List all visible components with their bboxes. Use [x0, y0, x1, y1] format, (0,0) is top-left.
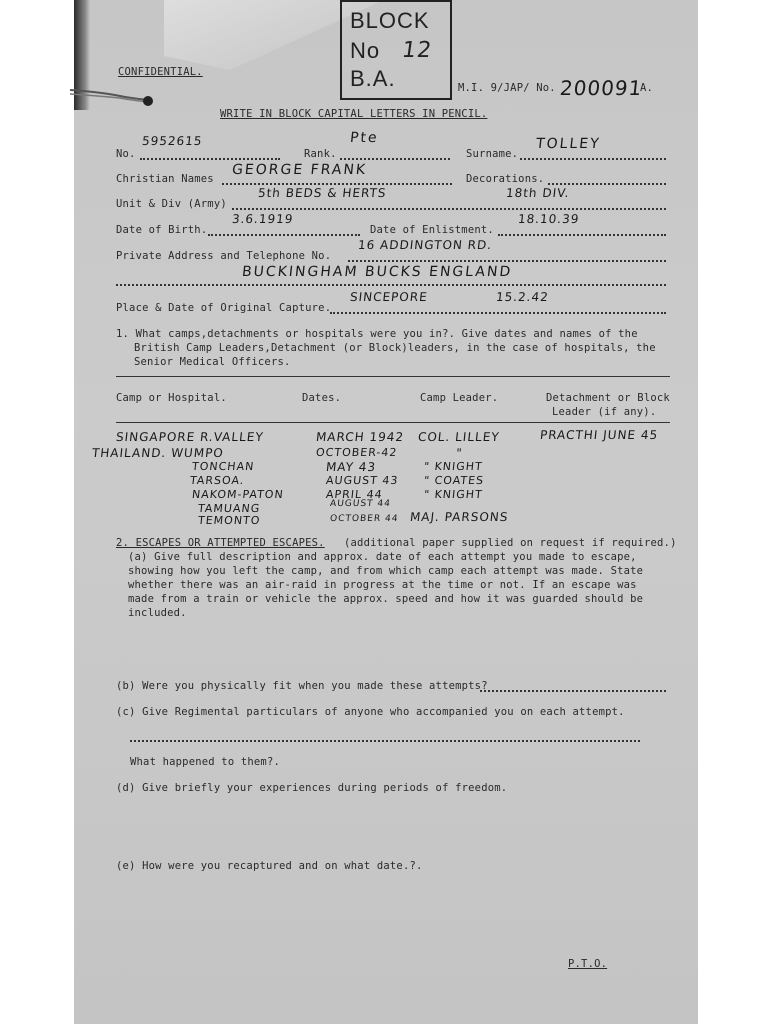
row5-leader: " KNIGHT [423, 488, 484, 501]
instruction-heading: WRITE IN BLOCK CAPITAL LETTERS IN PENCIL. [220, 108, 488, 120]
row1-camp: SINGAPORE R.VALLEY [115, 430, 265, 444]
row7-leader: MAJ. PARSONS [409, 510, 510, 524]
row5-camp: NAKOM-PATON [191, 488, 285, 501]
dob-label: Date of Birth. [116, 224, 208, 236]
dob-dotted-line [208, 234, 360, 236]
row7-camp: TEMONTO [197, 514, 262, 527]
stamp-line-number-prefix: No [350, 38, 381, 63]
capture-label: Place & Date of Original Capture. [116, 302, 332, 314]
col-header-dates: Dates. [302, 392, 342, 404]
mi-reference-suffix: A. [640, 82, 654, 94]
address-line2-value: BUCKINGHAM BUCKS ENGLAND [241, 264, 513, 280]
question2c-dotted-line [130, 740, 640, 742]
question2a-line5: included. [128, 607, 187, 619]
rank-value: Pte [349, 130, 380, 146]
question2a-line1: (a) Give full description and approx. date of each attempt you made to escape, [128, 551, 637, 563]
pto-label: P.T.O. [568, 958, 608, 970]
christian-dotted-line [222, 183, 452, 185]
dob-value: 3.6.1919 [231, 212, 295, 226]
row3-leader: " KNIGHT [423, 460, 484, 473]
address-label: Private Address and Telephone No. [116, 250, 332, 262]
question1-line1: 1. What camps,detachments or hospitals were you in?. Give dates and names of the [116, 328, 638, 340]
christian-names-value: GEORGE FRANK [231, 162, 368, 178]
decorations-label: Decorations. [466, 173, 545, 185]
division-value: 18th DIV. [505, 186, 571, 200]
enlistment-dotted-line [498, 234, 666, 236]
no-value: 5952615 [141, 134, 204, 148]
question2d: (d) Give briefly your experiences during periods of freedom. [116, 782, 508, 794]
decorations-dotted-line [548, 183, 666, 185]
row1-detachment: PRACTHI JUNE 45 [539, 428, 659, 442]
question2b: (b) Were you physically fit when you made these attempts? [116, 680, 488, 692]
question2a-line2: showing how you left the camp, and from which camp each attempt was made. State [128, 565, 644, 577]
col-header-detachment-line1: Detachment or Block [546, 392, 670, 404]
row1-date: MARCH 1942 [315, 430, 405, 444]
string-tie-icon [70, 86, 160, 106]
row2-date: OCTOBER-42 [315, 446, 399, 459]
enlistment-value: 18.10.39 [517, 212, 581, 226]
col-header-camp: Camp or Hospital. [116, 392, 227, 404]
escapes-heading-note: (additional paper supplied on request if required.) [344, 537, 677, 549]
col-header-leader: Camp Leader. [420, 392, 499, 404]
surname-dotted-line [520, 158, 666, 160]
no-label: No. [116, 148, 136, 160]
row7-date: OCTOBER 44 [329, 514, 399, 524]
table-top-rule [116, 376, 670, 377]
stamp-line-block: BLOCK [350, 8, 430, 33]
row4-leader: " COATES [423, 474, 485, 487]
rank-dotted-line [340, 158, 450, 160]
rank-label: Rank. [304, 148, 337, 160]
row4-date: AUGUST 43 [325, 474, 400, 487]
address-dotted-line-1 [348, 260, 666, 262]
capture-dotted-line [330, 312, 666, 314]
question2a-line3: whether there was an air-raid in progress at the time or not. If an escape was [128, 579, 637, 591]
row2-leader: " [455, 446, 464, 460]
stamp-line-number-value: 12 [400, 38, 434, 63]
stamp-line-ba: B.A. [350, 66, 396, 91]
row4-camp: TARSOA. [189, 474, 245, 487]
unit-dotted-line [232, 208, 666, 210]
question2c-followup: What happened to them?. [130, 756, 280, 768]
question2b-dotted-line [480, 690, 666, 692]
capture-place-value: SINCEPORE [349, 290, 429, 304]
row3-camp: TONCHAN [191, 460, 255, 473]
mi-reference-label: M.I. 9/JAP/ No. [458, 82, 556, 94]
question2c: (c) Give Regimental particulars of anyone who accompanied you on each attempt. [116, 706, 625, 718]
unit-value: 5th BEDS & HERTS [257, 186, 388, 200]
capture-date-value: 15.2.42 [495, 290, 550, 304]
row5-date: APRIL 44 [325, 488, 384, 501]
address-line1-value: 16 ADDINGTON RD. [357, 238, 493, 252]
surname-value: TOLLEY [535, 136, 602, 152]
surname-label: Surname. [466, 148, 519, 160]
no-dotted-line [140, 158, 280, 160]
christian-names-label: Christian Names [116, 173, 214, 185]
address-dotted-line-2 [116, 284, 666, 286]
question2e: (e) How were you recaptured and on what date.?. [116, 860, 423, 872]
row3-date: MAY 43 [325, 460, 377, 474]
block-stamp [340, 0, 452, 100]
unit-div-label: Unit & Div (Army) [116, 198, 227, 210]
enlistment-label: Date of Enlistment. [370, 224, 494, 236]
table-header-rule [116, 422, 670, 423]
question1-line3: Senior Medical Officers. [134, 356, 291, 368]
row6-date: AUGUST 44 [329, 499, 392, 509]
escapes-heading: 2. ESCAPES OR ATTEMPTED ESCAPES. [116, 537, 325, 549]
question2a-line4: made from a train or vehicle the approx. speed and how it was guarded should be [128, 593, 644, 605]
row6-camp: TAMUANG [197, 502, 261, 515]
row2-camp: THAILAND. WUMPO [91, 446, 225, 460]
row1-leader: COL. LILLEY [417, 430, 501, 444]
col-header-detachment-line2: Leader (if any). [552, 406, 657, 418]
question1-line2: British Camp Leaders,Detachment (or Block)leaders, in the case of hospitals, the [134, 342, 656, 354]
mi-reference-number: 200091 [558, 76, 644, 100]
confidential-label: CONFIDENTIAL. [118, 66, 203, 78]
